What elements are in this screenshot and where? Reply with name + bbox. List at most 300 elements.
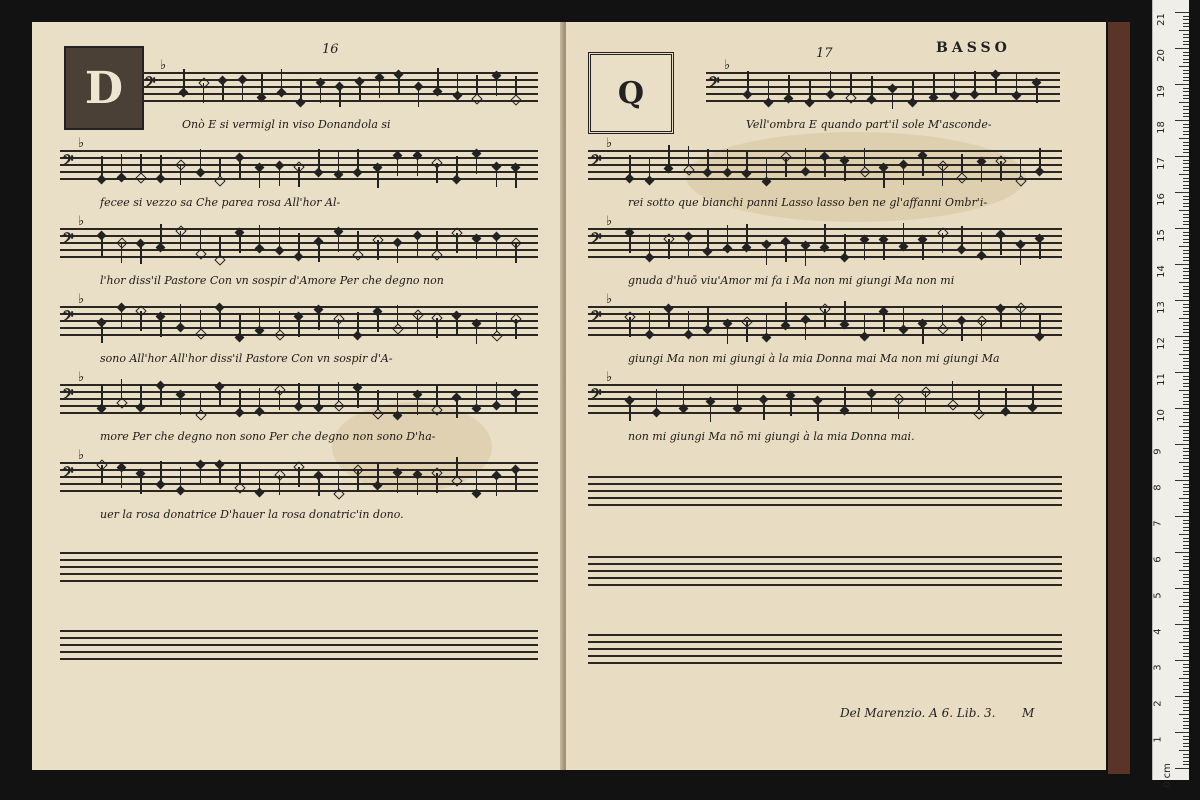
ruler-tick (1175, 732, 1189, 733)
note-stem (338, 151, 340, 171)
staff-line (142, 72, 538, 74)
ruler-tick (1183, 527, 1189, 528)
note-head (472, 93, 483, 104)
staff-line (588, 483, 1062, 485)
note-head (274, 246, 284, 256)
note-stem (121, 154, 123, 174)
part-name: BASSO (936, 40, 1011, 56)
note-stem (978, 390, 980, 410)
ruler-tick (1183, 692, 1189, 693)
note-head (195, 328, 206, 339)
note-stem (688, 237, 690, 257)
ruler-tick (1183, 761, 1189, 762)
ruler-tick (1183, 196, 1189, 197)
note-stem (242, 80, 244, 100)
ruler-tick (1183, 224, 1189, 225)
note-stem (1005, 388, 1007, 408)
ruler-label: 4 (1152, 628, 1164, 635)
note-stem (298, 167, 300, 187)
ruler-tick (1183, 91, 1189, 92)
ruler-tick (1183, 754, 1189, 755)
ruler-tick (1183, 206, 1189, 207)
ruler-tick (1183, 559, 1189, 560)
ruler-tick (1183, 664, 1189, 665)
staff-line (60, 580, 538, 582)
note-head (156, 243, 166, 253)
ruler-tick (1183, 116, 1189, 117)
ruler-tick (1183, 376, 1189, 377)
music-staff (588, 292, 1062, 340)
staff-line (60, 573, 538, 575)
flat-icon: ♭ (724, 58, 731, 73)
ruler-tick (1183, 466, 1189, 467)
note-head (742, 243, 752, 253)
note-head (820, 243, 830, 253)
note-stem (746, 150, 748, 170)
note-stem (476, 239, 478, 259)
ruler-tick (1175, 156, 1189, 157)
note-stem (436, 473, 438, 493)
note-stem (279, 311, 281, 331)
note-stem (1000, 161, 1002, 181)
ruler-tick (1175, 228, 1189, 229)
note-stem (338, 232, 340, 252)
ruler-tick (1183, 98, 1189, 99)
staff-line (60, 150, 538, 152)
ruler-tick (1183, 491, 1189, 492)
note-stem (707, 306, 709, 326)
ruler-tick (1183, 253, 1189, 254)
ruler-tick (1183, 307, 1189, 308)
staff-line (60, 157, 538, 159)
decorated-initial: Q (588, 52, 674, 134)
ruler-tick (1183, 448, 1189, 449)
ruler-tick (1183, 70, 1189, 71)
staff-line (588, 398, 1062, 400)
note-stem (766, 245, 768, 265)
note-stem (649, 234, 651, 254)
ruler-tick (1183, 397, 1189, 398)
note-head (274, 329, 285, 340)
note-head (353, 331, 363, 341)
flat-icon: ♭ (78, 136, 85, 151)
ruler-tick (1183, 73, 1189, 74)
ruler-label: 2 (1152, 700, 1164, 707)
note-stem (160, 155, 162, 175)
note-stem (707, 149, 709, 169)
note-stem (649, 311, 651, 331)
ruler-label: 14 (1155, 265, 1167, 278)
note-stem (200, 391, 202, 411)
note-stem (871, 76, 873, 96)
note-head (840, 406, 850, 416)
note-stem (952, 381, 954, 401)
empty-staff (60, 552, 538, 586)
ruler-tick (1183, 368, 1189, 369)
note-stem (903, 223, 905, 243)
ruler-tick (1183, 584, 1189, 585)
note-stem (912, 79, 914, 99)
note-stem (318, 310, 320, 330)
note-stem (338, 382, 340, 402)
ruler-tick (1183, 286, 1189, 287)
note-head (97, 175, 107, 185)
ruler-tick (1183, 386, 1189, 387)
ruler-label: 19 (1155, 85, 1167, 98)
staff-line (60, 637, 538, 639)
note-stem (892, 89, 894, 109)
note-stem (121, 379, 123, 399)
ruler-tick (1183, 199, 1189, 200)
note-stem (219, 236, 221, 256)
ruler-tick (1179, 714, 1189, 715)
staff-line (588, 334, 1062, 336)
note-stem (101, 385, 103, 405)
note-stem (397, 156, 399, 176)
music-staff (60, 214, 538, 262)
note-head (683, 164, 694, 175)
note-stem (140, 311, 142, 331)
note-head (937, 323, 948, 334)
note-head (825, 90, 835, 100)
note-head (683, 330, 693, 340)
note-stem (359, 82, 361, 102)
ruler-tick (1175, 264, 1189, 265)
ruler-tick (1183, 437, 1189, 438)
ruler-tick (1175, 12, 1189, 13)
ruler-tick (1175, 408, 1189, 409)
note-stem (318, 149, 320, 169)
ruler-tick (1179, 66, 1189, 67)
note-stem (397, 473, 399, 493)
note-stem (239, 314, 241, 334)
note-stem (417, 315, 419, 335)
clef-icon: 𝄢 (144, 74, 156, 95)
note-head (314, 168, 324, 178)
flat-icon: ♭ (78, 214, 85, 229)
note-stem (805, 148, 807, 168)
staff-line (706, 86, 1060, 88)
note-stem (259, 225, 261, 245)
note-stem (1039, 148, 1041, 168)
note-head (276, 88, 286, 98)
note-stem (298, 383, 300, 403)
music-staff (142, 58, 538, 106)
ruler-tick (1183, 667, 1189, 668)
note-stem (496, 476, 498, 496)
staff-line (60, 630, 538, 632)
ruler-tick (1179, 318, 1189, 319)
note-stem (417, 156, 419, 176)
ruler-tick (1183, 404, 1189, 405)
ruler-tick (1183, 646, 1189, 647)
signature-mark: M (1022, 706, 1035, 720)
ruler-tick (1183, 188, 1189, 189)
lyric-line: Onò E si vermigl in viso Donandola si (182, 118, 391, 131)
ruler-tick (1175, 372, 1189, 373)
page-footer: Del Marenzio. A 6. Lib. 3. (840, 706, 996, 720)
note-stem (377, 312, 379, 332)
ruler-tick (1183, 520, 1189, 521)
ruler-tick (1183, 275, 1189, 276)
ruler-tick (1183, 728, 1189, 729)
ruler-tick (1183, 181, 1189, 182)
staff-line (588, 648, 1062, 650)
ruler-tick (1183, 746, 1189, 747)
note-stem (785, 157, 787, 177)
ruler-tick (1183, 322, 1189, 323)
ruler-tick (1183, 80, 1189, 81)
ruler-tick (1183, 217, 1189, 218)
note-stem (457, 72, 459, 92)
note-stem (981, 162, 983, 182)
ruler-tick (1183, 638, 1189, 639)
staff-line (60, 552, 538, 554)
note-head (175, 486, 185, 496)
note-stem (496, 382, 498, 402)
note-stem (496, 237, 498, 257)
note-stem (883, 312, 885, 332)
note-stem (824, 309, 826, 329)
music-staff (588, 370, 1062, 418)
ruler-tick (1183, 358, 1189, 359)
flat-icon: ♭ (160, 58, 167, 73)
ruler-tick (1183, 250, 1189, 251)
ruler-tick (1183, 458, 1189, 459)
clef-icon: 𝄢 (708, 74, 720, 95)
left-page (32, 22, 564, 770)
note-stem (261, 74, 263, 94)
staff-line (588, 655, 1062, 657)
ruler-label: 16 (1155, 193, 1167, 206)
note-stem (318, 476, 320, 496)
ruler-tick (1183, 494, 1189, 495)
note-stem (727, 324, 729, 344)
note-stem (101, 236, 103, 256)
note-stem (974, 71, 976, 91)
note-stem (496, 312, 498, 332)
note-stem (160, 386, 162, 406)
note-stem (101, 465, 103, 485)
note-head (353, 249, 364, 260)
ruler-tick (1179, 606, 1189, 607)
ruler-tick (1183, 545, 1189, 546)
note-stem (805, 320, 807, 340)
empty-staff (588, 556, 1062, 590)
note-stem (844, 234, 846, 254)
ruler-tick (1183, 37, 1189, 38)
ruler-tick (1183, 95, 1189, 96)
ruler-label: 3 (1152, 664, 1164, 671)
ruler-tick (1183, 595, 1189, 596)
note-stem (397, 392, 399, 412)
staff-line (706, 93, 1060, 95)
staff-line (706, 72, 1060, 74)
note-stem (476, 154, 478, 174)
note-head (703, 168, 713, 178)
note-stem (496, 167, 498, 187)
note-stem (727, 225, 729, 245)
note-stem (377, 462, 379, 482)
ruler-tick (1183, 293, 1189, 294)
staff-line (588, 384, 1062, 386)
staff-line (588, 476, 1062, 478)
lyric-line: giungi Ma non mi giungi à la mia Donna mai Ma non mi giungi Ma (628, 352, 1000, 365)
ruler-tick (1183, 394, 1189, 395)
ruler-tick (1175, 516, 1189, 517)
ruler-tick (1183, 628, 1189, 629)
ruler-label: 6 (1152, 556, 1164, 563)
clef-icon: 𝄢 (590, 386, 602, 407)
ruler-tick (1183, 26, 1189, 27)
ruler-tick (1175, 768, 1189, 769)
note-stem (942, 166, 944, 186)
note-stem (200, 230, 202, 250)
note-head (195, 168, 205, 178)
note-stem (456, 156, 458, 176)
note-stem (140, 244, 142, 264)
ruler-tick (1179, 174, 1189, 175)
note-stem (922, 324, 924, 344)
ruler-tick (1183, 757, 1189, 758)
staff-line (588, 570, 1062, 572)
ruler-label: 21 (1155, 13, 1167, 26)
note-stem (180, 304, 182, 324)
note-stem (239, 233, 241, 253)
ruler-tick (1183, 235, 1189, 236)
note-stem (219, 308, 221, 328)
flat-icon: ♭ (78, 370, 85, 385)
note-stem (496, 76, 498, 96)
ruler-tick (1179, 750, 1189, 751)
note-stem (219, 387, 221, 407)
note-stem (656, 389, 658, 409)
ruler-tick (1183, 260, 1189, 261)
ruler-label: 17 (1155, 157, 1167, 170)
note-stem (515, 319, 517, 339)
note-stem (850, 74, 852, 94)
staff-line (60, 228, 538, 230)
note-stem (476, 470, 478, 490)
staff-line (588, 256, 1062, 258)
ruler-tick (1183, 476, 1189, 477)
music-staff (60, 136, 538, 184)
note-stem (203, 83, 205, 103)
lyric-line: sono All'hor All'hor diss'il Pastore Con vn sospir d'A- (100, 352, 393, 365)
note-stem (121, 308, 123, 328)
ruler-tick (1183, 221, 1189, 222)
ruler-tick (1183, 311, 1189, 312)
ruler-tick (1179, 390, 1189, 391)
note-head (294, 402, 304, 412)
note-stem (981, 232, 983, 252)
note-head (116, 173, 126, 183)
note-stem (417, 475, 419, 495)
note-head (840, 253, 850, 263)
note-stem (219, 157, 221, 177)
ruler-tick (1183, 538, 1189, 539)
note-stem (436, 318, 438, 338)
ruler-tick (1179, 534, 1189, 535)
ruler-label: 7 (1152, 520, 1164, 527)
note-head (644, 330, 654, 340)
ruler-label: 12 (1155, 337, 1167, 350)
note-stem (766, 314, 768, 334)
note-stem (1039, 313, 1041, 333)
note-stem (824, 224, 826, 244)
ruler-tick (1183, 55, 1189, 56)
note-stem (727, 149, 729, 169)
note-stem (377, 240, 379, 260)
ruler-tick (1183, 347, 1189, 348)
note-stem (476, 324, 478, 344)
lyric-line: non mi giungi Ma nō mi giungi à la mia Donna mai. (628, 430, 915, 443)
note-stem (933, 74, 935, 94)
ruler-tick (1179, 138, 1189, 139)
ruler-tick (1183, 257, 1189, 258)
ruler-tick (1183, 556, 1189, 557)
note-stem (788, 75, 790, 95)
note-stem (436, 231, 438, 251)
ruler-tick (1183, 469, 1189, 470)
staff-line (588, 405, 1062, 407)
staff-line (588, 584, 1062, 586)
note-stem (298, 233, 300, 253)
note-stem (160, 461, 162, 481)
ruler-tick (1183, 685, 1189, 686)
music-staff (588, 214, 1062, 262)
music-staff (706, 58, 1060, 106)
note-stem (338, 319, 340, 339)
ruler-tick (1183, 430, 1189, 431)
ruler-tick (1183, 707, 1189, 708)
note-stem (710, 402, 712, 422)
note-stem (737, 385, 739, 405)
note-stem (961, 154, 963, 174)
ruler-tick (1183, 232, 1189, 233)
staff-line (588, 178, 1062, 180)
ruler-tick (1183, 77, 1189, 78)
ruler-tick (1183, 134, 1189, 135)
note-head (651, 408, 661, 418)
ruler-tick (1183, 203, 1189, 204)
note-stem (239, 158, 241, 178)
ruler-tick (1183, 617, 1189, 618)
ruler-tick (1183, 419, 1189, 420)
ruler-label: 1 (1152, 736, 1164, 743)
note-head (784, 94, 794, 104)
note-head (254, 407, 264, 417)
ruler-label: 13 (1155, 301, 1167, 314)
ruler-tick (1183, 361, 1189, 362)
lyric-line: gnuda d'huō viu'Amor mi fa i Ma non mi giungi Ma non mi (628, 274, 955, 287)
ruler-tick (1183, 487, 1189, 488)
note-stem (746, 322, 748, 342)
ruler-tick (1183, 127, 1189, 128)
note-stem (357, 388, 359, 408)
note-stem (357, 231, 359, 251)
note-stem (1000, 309, 1002, 329)
note-head (156, 174, 166, 184)
note-stem (101, 323, 103, 343)
ruler-tick (1183, 178, 1189, 179)
note-stem (140, 384, 142, 404)
note-stem (817, 401, 819, 421)
ruler-tick (1175, 192, 1189, 193)
note-head (373, 408, 384, 419)
clef-icon: 𝄢 (62, 152, 74, 173)
note-stem (925, 392, 927, 412)
